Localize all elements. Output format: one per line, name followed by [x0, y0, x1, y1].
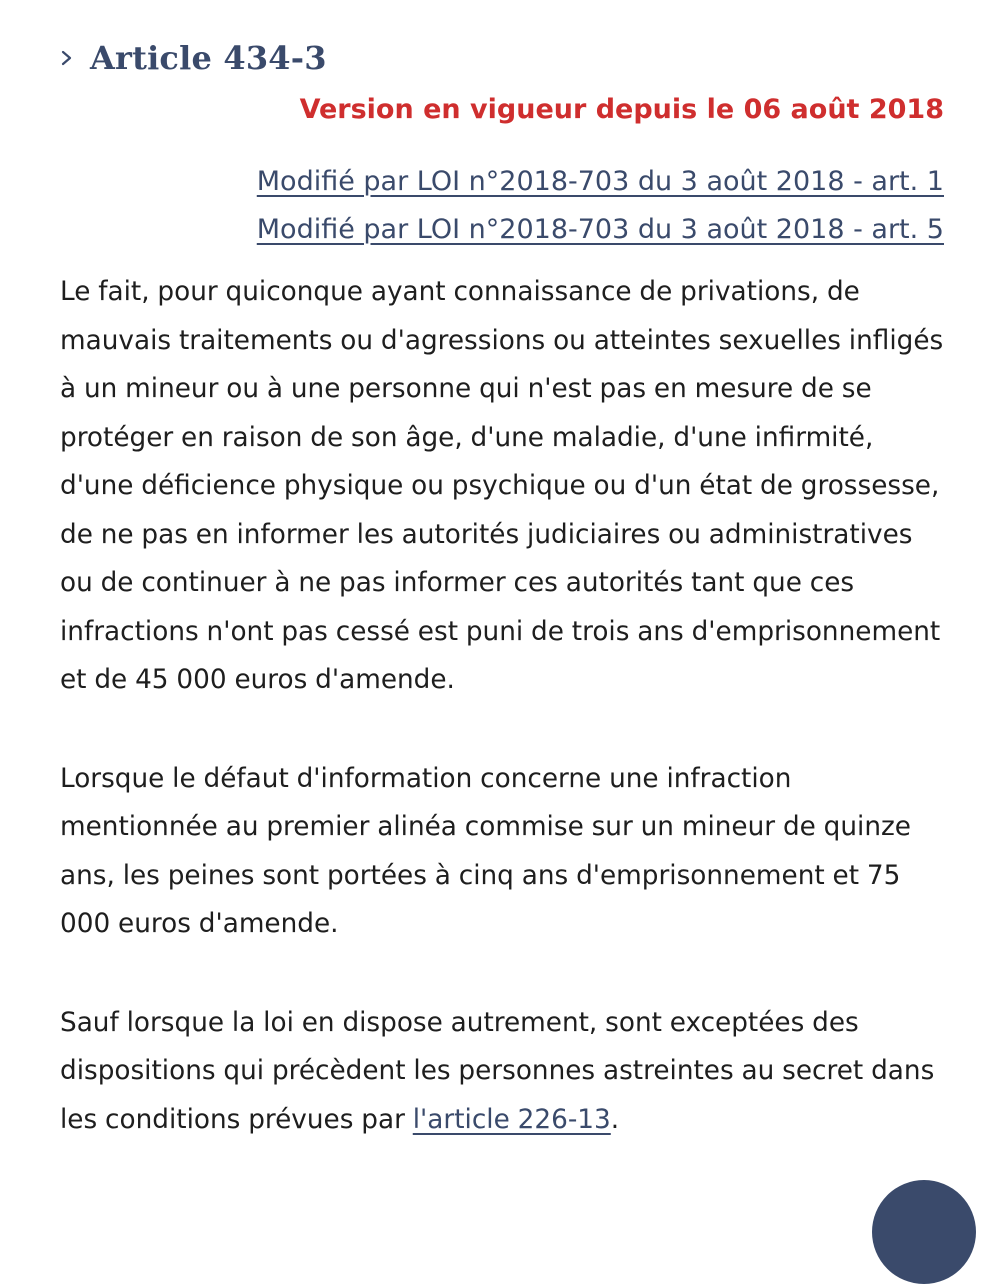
floating-action-button[interactable] [872, 1180, 976, 1284]
paragraph-3 [60, 999, 944, 1145]
paragraph-1: Le fait, pour quiconque ayant connaissance de privations, de mauvais traitements ou d'agressions ou atteintes sexuelles infligés à un mineur ou à une personne qui n'est pas en mesure de se protéger en raison de son âge, d'une maladie, d'une infirmité, d'une déficience physique ou psychique ou d'un état de grossesse, de ne pas en informer les autorités judiciaires ou administratives ou de continuer à ne pas informer ces autorités tant que ces infractions n'ont pas cessé est puni de trois ans d'emprisonnement et de 45 000 euros d'amende. [60, 277, 944, 695]
article-title[interactable]: Article 434-3 [90, 39, 327, 77]
modification-link-2[interactable]: Modifié par LOI n°2018-703 du 3 août 2018 - art. 5 [256, 214, 944, 245]
paragraph-2: Lorsque le défaut d'information concerne une infraction mentionnée au premier alinéa commise sur un mineur de quinze ans, les peines sont portées à cinq ans d'emprisonnement et 75 000 euros d'amende. [60, 763, 911, 939]
paragraph-3-text: Sauf lorsque la loi en dispose autrement, sont exceptées des dispositions qui précèdent les personnes astreintes au secret dans les conditions prévues par [60, 1007, 935, 1135]
modification-links [257, 158, 944, 254]
article-226-13-link[interactable]: l'article 226-13 [412, 1104, 611, 1135]
paragraph-3-end: . [610, 1104, 620, 1135]
chevron-right-icon[interactable] [60, 30, 90, 86]
modification-link-1[interactable]: Modifié par LOI n°2018-703 du 3 août 2018 - art. 1 [256, 166, 944, 197]
article-body [60, 268, 944, 1194]
version-status: Version en vigueur depuis le 06 août 2018 [299, 94, 944, 125]
article-header[interactable] [60, 30, 327, 86]
